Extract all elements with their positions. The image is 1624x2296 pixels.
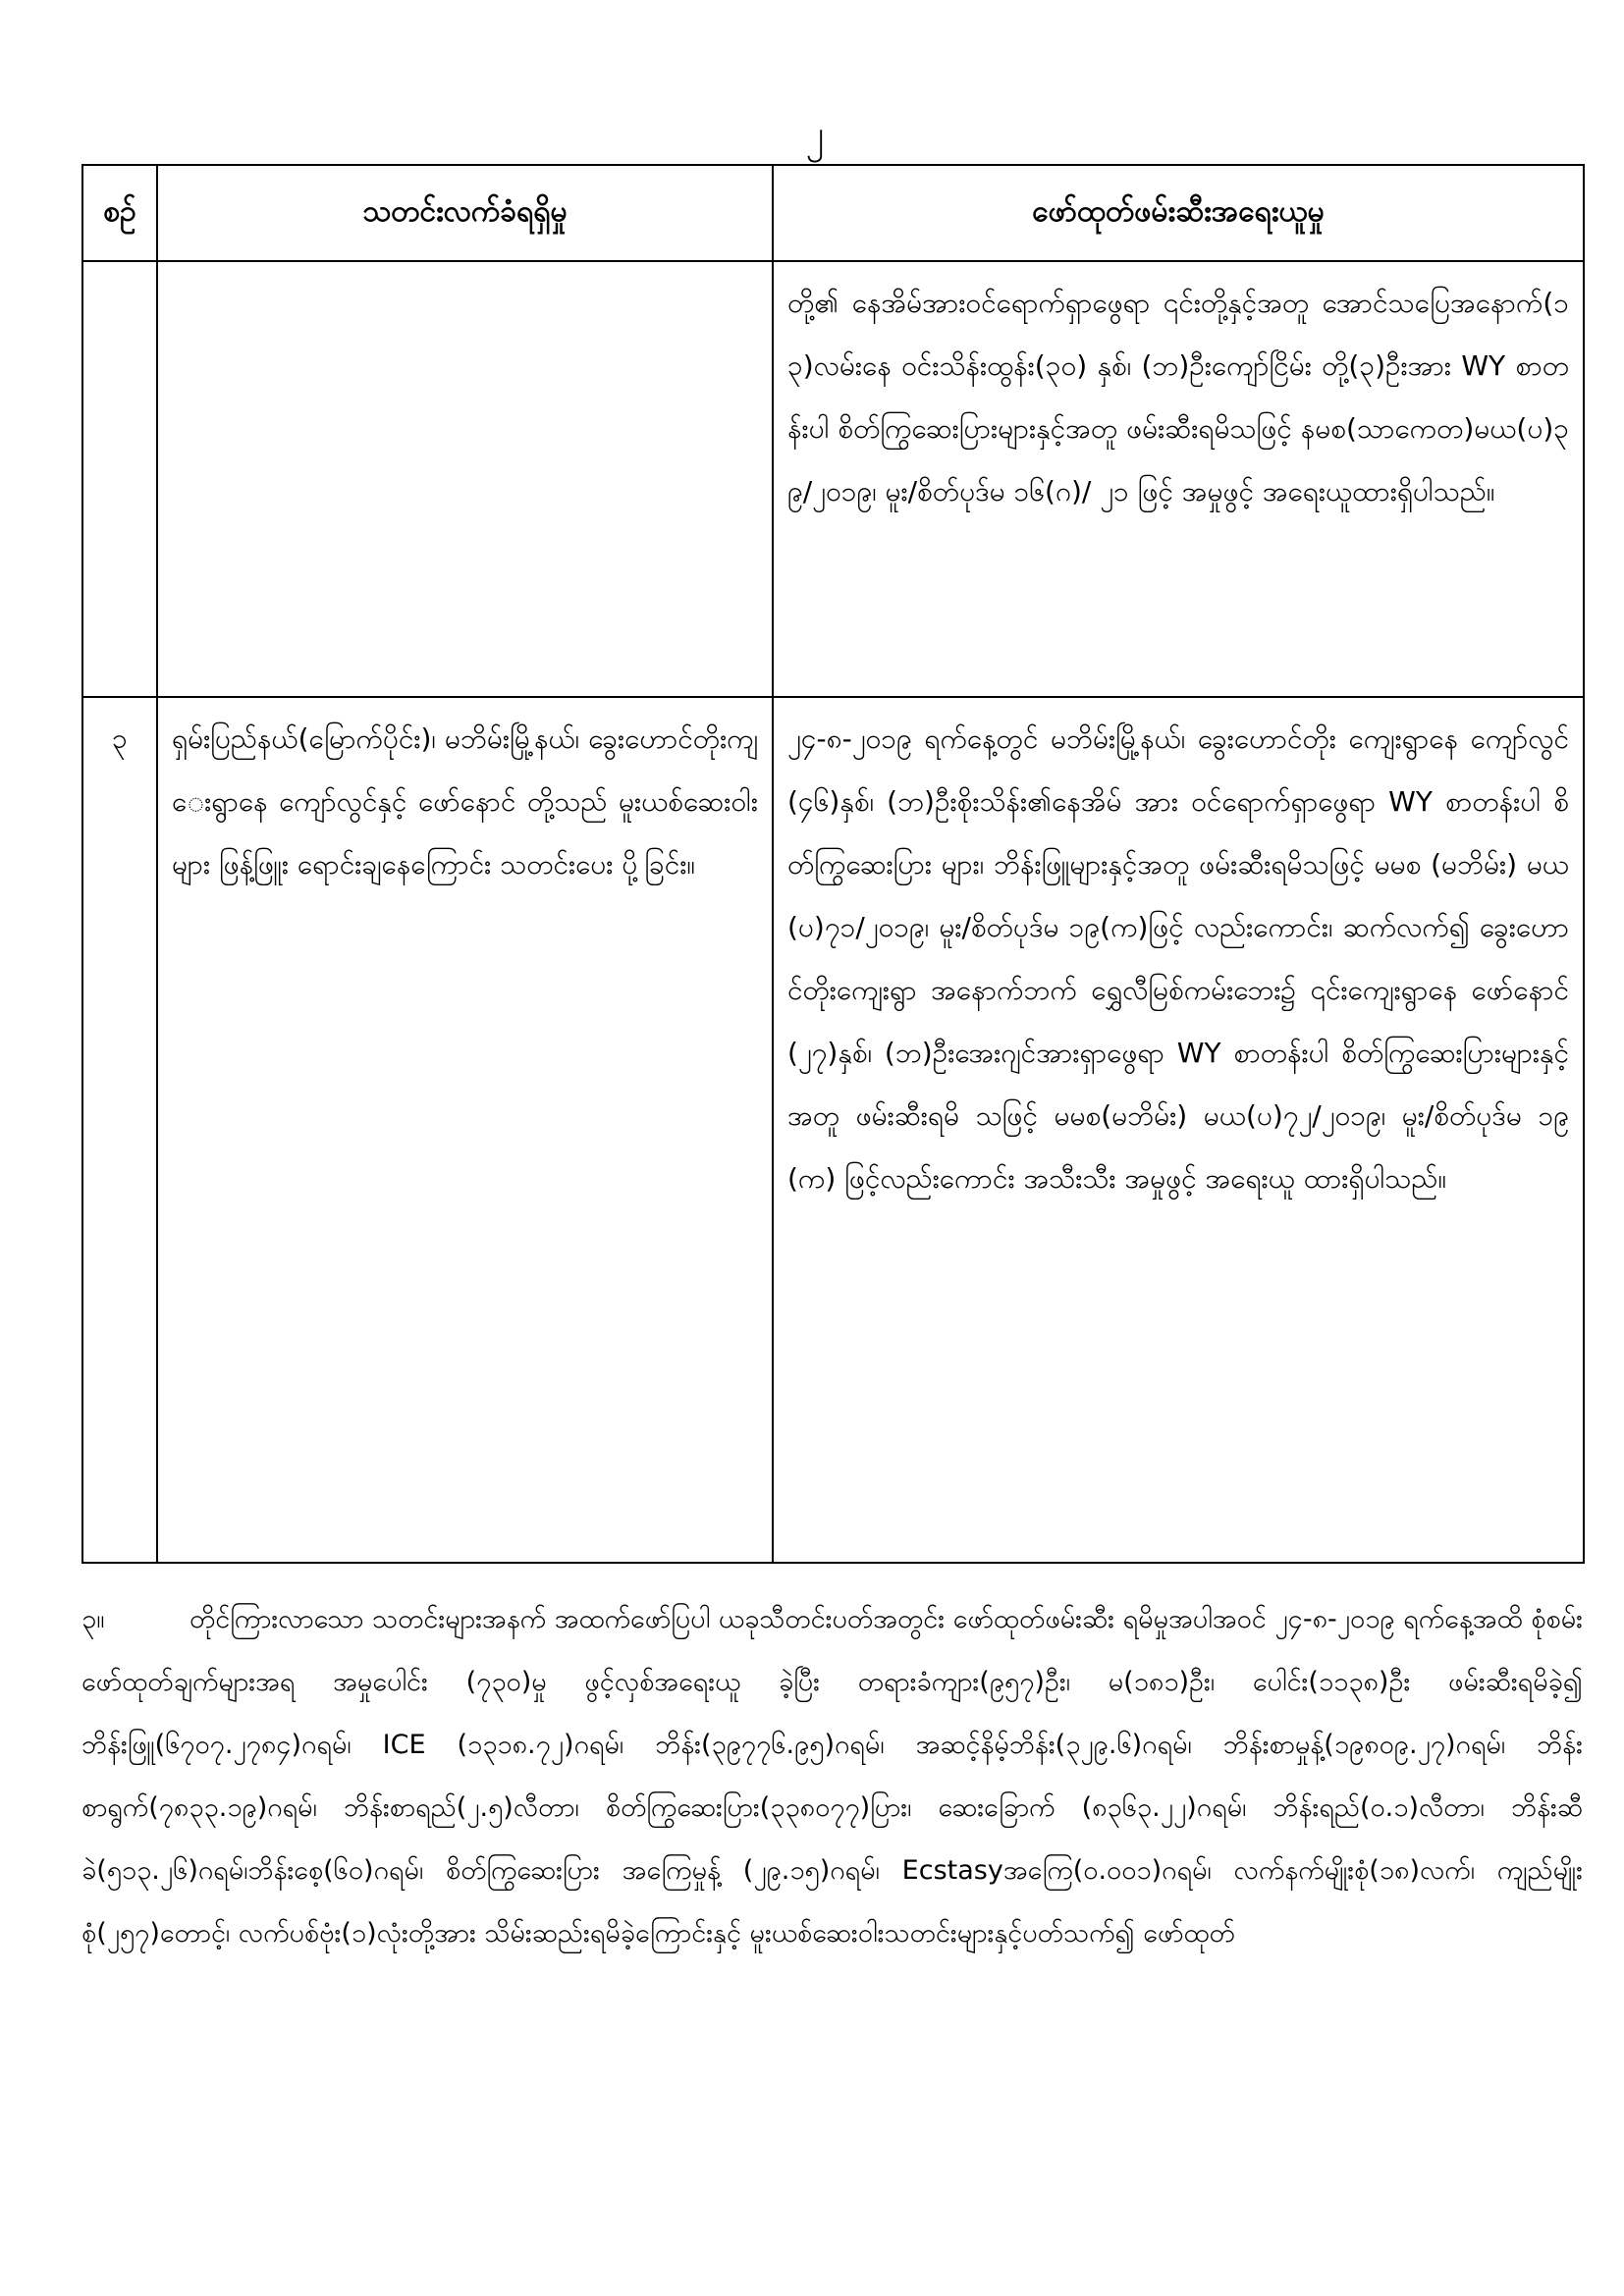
row-serial-no: ၃ <box>82 697 157 1563</box>
page-number: ၂ <box>805 112 825 155</box>
paragraph-text: တိုင်ကြားလာသော သတင်းများအနက် အထက်ဖော်ပြပါ ယခုသီတင်းပတ်အတွင်း ဖော်ထုတ်ဖမ်းဆီး ရမိမှုအပါအဝင် ၂၄-၈-၂၀၁၉ ရက်နေ့အထိ စုံစမ်းဖော်ထုတ်ချက်များအရ အမှုပေါင်း (၇၃၀)မှု ဖွင့်လှစ်အရေးယူ ခဲ့ပြီး တရားခံကျား(၉၅၇)ဦး၊ မ(၁၈၁)ဦး၊ ပေါင်း(၁၁၃၈)ဦး ဖမ်းဆီးရမိခဲ့၍ ဘိန်းဖြူ(၆၇၀၇.၂၇၈၄)ဂရမ်၊ ICE (၁၃၁၈.၇၂)ဂရမ်၊ ဘိန်း(၃၉၇၇၆.၉၅)ဂရမ်၊ အဆင့်နိမ့်ဘိန်း(၃၂၉.၆)ဂရမ်၊ ဘိန်းစာမှုန့်(၁၉၈၀၉.၂၇)ဂရမ်၊ ဘိန်းစာရွက်(၇၈၃၃.၁၉)ဂရမ်၊ ဘိန်းစာရည်(၂.၅)လီတာ၊ စိတ်ကြွဆေးပြား(၃၃၈၀၇၇)ပြား၊ ဆေးခြောက် (၈၃၆၃.၂၂)ဂရမ်၊ ဘိန်းရည်(၀.၁)လီတာ၊ ဘိန်းဆီခဲ(၅၁၃.၂၆)ဂရမ်၊ဘိန်းစေ့(၆၀)ဂရမ်၊ စိတ်ကြွဆေးပြား အကြေမှုန့် (၂၉.၁၅)ဂရမ်၊ Ecstasyအကြေ(၀.၀၀၁)ဂရမ်၊ လက်နက်မျိုးစုံ(၁၈)လက်၊ ကျည်မျိုးစုံ(၂၅၇)တောင့်၊ လက်ပစ်ဗုံး(၁)လုံးတို့အား သိမ်းဆည်းရမိခဲ့ကြောင်းနှင့် မူးယစ်ဆေးဝါးသတင်းများနှင့်ပတ်သက်၍ ဖော်ထုတ် <box>81 1604 1583 1949</box>
row-serial-no <box>82 261 157 697</box>
table-row <box>82 261 1584 697</box>
header-serial-no: စဉ် <box>82 165 157 261</box>
row-action-taken: ၂၄-၈-၂၀၁၉ ရက်နေ့တွင် မဘိမ်းမြို့နယ်၊ ခွေးဟောင်တိုး ကျေးရွာနေ ကျော်လွင်(၄၆)နှစ်၊ (ဘ)ဦးစိုးသိန်း၏နေအိမ် အား ဝင်ရောက်ရှာဖွေရာ WY စာတန်းပါ စိတ်ကြွဆေးပြား များ၊ ဘိန်းဖြူများနှင့်အတူ ဖမ်းဆီးရမိသဖြင့် မမစ (မဘိမ်း) မယ(ပ)၇၁/၂၀၁၉၊ မူး/စိတ်ပုဒ်မ ၁၉(က)ဖြင့် လည်းကောင်း၊ ဆက်လက်၍ ခွေးဟောင်တိုးကျေးရွာ အနောက်ဘက် ရွှေလီမြစ်ကမ်းဘေး၌ ၎င်းကျေးရွာနေ ဖော်နောင်(၂၇)နှစ်၊ (ဘ)ဦးအေးဂျင်အားရှာဖွေရာ WY စာတန်းပါ စိတ်ကြွဆေးပြားများနှင့်အတူ ဖမ်းဆီးရမိ သဖြင့် မမစ(မဘိမ်း) မယ(ပ)၇၂/၂၀၁၉၊ မူး/စိတ်ပုဒ်မ ၁၉(က) ဖြင့်လည်းကောင်း အသီးသီး အမှုဖွင့် အရေးယူ ထားရှိပါသည်။ <box>773 697 1584 1563</box>
summary-paragraph <box>81 1588 1583 1965</box>
header-information-received: သတင်းလက်ခံရရှိမှု <box>157 165 773 261</box>
row-information-received: ရှမ်းပြည်နယ်(မြောက်ပိုင်း)၊ မဘိမ်းမြို့နယ်၊ ခွေးဟောင်တိုးကျေးရွာနေ ကျော်လွင်နှင့် ဖော်နောင် တို့သည် မူးယစ်ဆေးဝါးများ ဖြန့်ဖြူး ရောင်းချနေကြောင်း သတင်းပေး ပို့ခြင်း။ <box>157 697 773 1563</box>
report-table <box>81 164 1585 1564</box>
paragraph-number: ၃။ <box>81 1604 105 1634</box>
table-row <box>82 697 1584 1563</box>
header-action-taken: ဖော်ထုတ်ဖမ်းဆီးအရေးယူမှု <box>773 165 1584 261</box>
row-information-received <box>157 261 773 697</box>
row-action-taken: တို့၏ နေအိမ်အားဝင်ရောက်ရှာဖွေရာ ၎င်းတို့နှင့်အတူ အောင်သပြေအနောက်(၁၃)လမ်းနေ ဝင်းသိန်းထွန်း(၃၀) နှစ်၊ (ဘ)ဦးကျော်ငြိမ်း တို့(၃)ဦးအား WY စာတန်းပါ စိတ်ကြွဆေးပြားများနှင့်အတူ ဖမ်းဆီးရမိသဖြင့် နမစ(သာကေတ)မယ(ပ)၃၉/၂၀၁၉၊ မူး/စိတ်ပုဒ်မ ၁၆(ဂ)/ ၂၁ ဖြင့် အမှုဖွင့် အရေးယူထားရှိပါသည်။ <box>773 261 1584 697</box>
table-header-row <box>82 165 1584 261</box>
